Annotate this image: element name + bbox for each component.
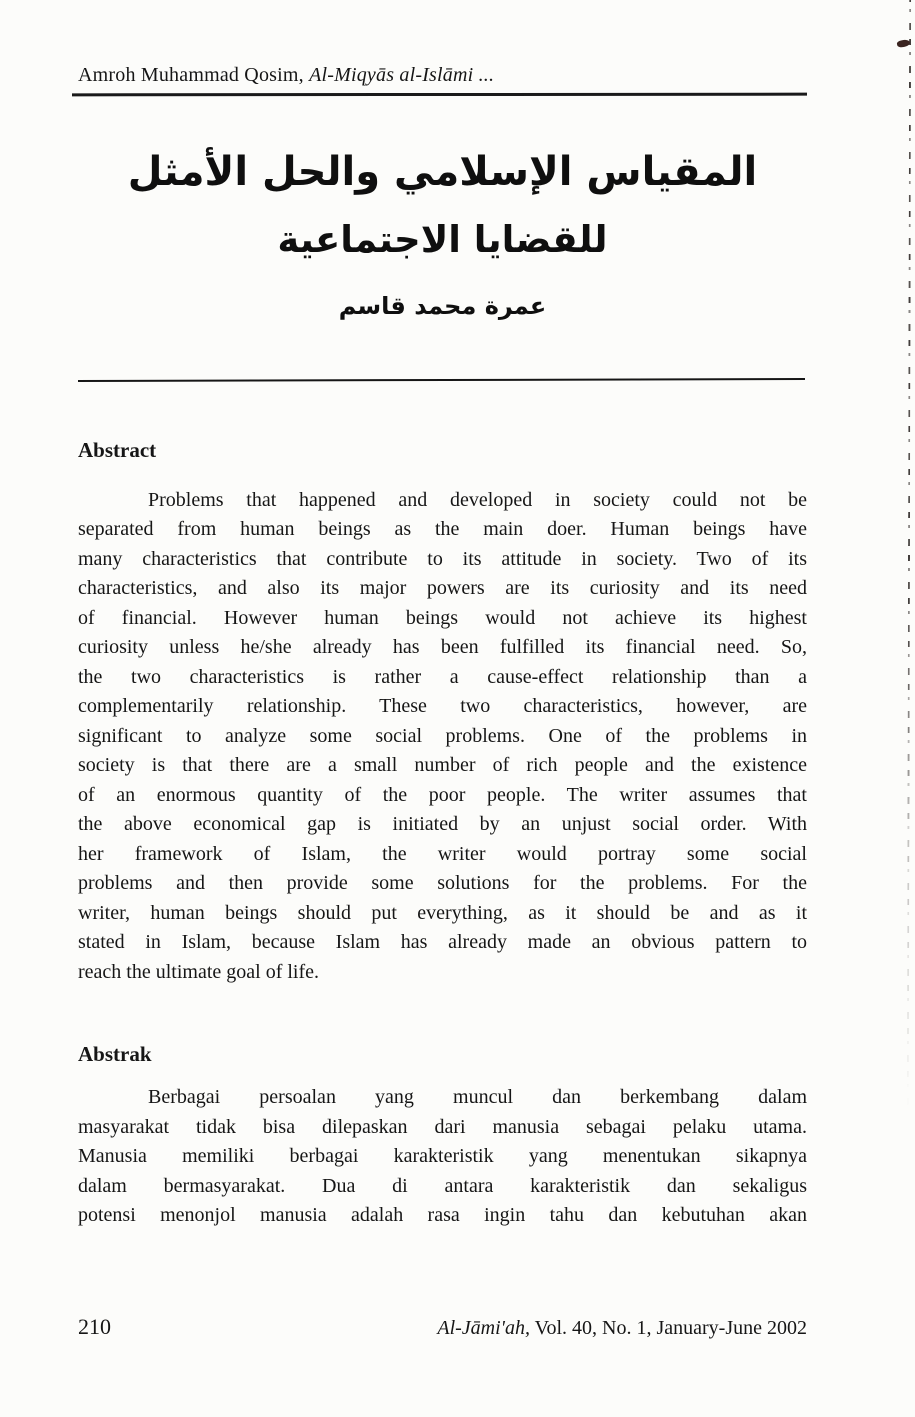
paragraph-line: stated in Islam, because Islam has already made an obvious pattern to [78, 931, 807, 953]
paragraph-line: masyarakat tidak bisa dilepaskan dari manusia sebagai pelaku utama. [78, 1115, 807, 1138]
paragraph-line: dalam bermasyarakat. Dua di antara karakteristik dan sekaligus [78, 1174, 807, 1197]
journal-issue-info: Vol. 40, No. 1, January-June 2002 [529, 1317, 807, 1339]
journal-citation [437, 1317, 807, 1340]
paragraph-line: Berbagai persoalan yang muncul dan berkembang dalam [148, 1086, 807, 1108]
page-number: 210 [78, 1314, 111, 1339]
page-footer [78, 1314, 807, 1340]
journal-title: Al-Jāmi'ah, [437, 1317, 530, 1339]
title-rule [78, 378, 805, 382]
paragraph-line: complementarily relationship. These two characteristics, however, are [78, 695, 807, 717]
paragraph-line: potensi menonjol manusia adalah rasa ingin tahu dan kebutuhan akan [78, 1204, 807, 1226]
abstract-paragraph [78, 486, 807, 988]
paragraph-line: problems and then provide some solutions for the problems. For the [78, 872, 807, 894]
paragraph-line: reach the ultimate goal of life. [78, 960, 320, 983]
paragraph-line: writer, human beings should put everything, as it should be and as it [78, 901, 807, 924]
paragraph-line: the above economical gap is initiated by an unjust social order. With [78, 813, 807, 835]
paragraph-line: of an enormous quantity of the poor people. The writer assumes that [78, 783, 807, 806]
paragraph-line: Problems that happened and developed in society could not be [148, 488, 807, 511]
paragraph-line: society is that there are a small number of rich people and the existence [78, 754, 807, 776]
arabic-title-line2: للقضايا الاجتماعية [277, 218, 608, 261]
running-header-author: Amroh Muhammad Qosim, [78, 64, 310, 86]
paragraph-line: her framework of Islam, the writer would portray some social [78, 842, 807, 865]
running-header [78, 0, 807, 88]
arabic-title-line1: المقياس الإسلامي والحل الأمثل [127, 149, 758, 195]
scan-edge-artifact [907, 0, 911, 1111]
paragraph-line: characteristics, and also its major powers are its curiosity and its need [78, 577, 807, 599]
paragraph-line: of financial. However human beings would not achieve its highest [78, 606, 807, 629]
paragraph-line: Manusia memiliki berbagai karakteristik yang menentukan sikapnya [78, 1145, 807, 1167]
abstrak-paragraph [78, 1083, 807, 1231]
arabic-author-name: عمرة محمد قاسم [338, 291, 547, 320]
header-rule [72, 93, 807, 97]
paragraph-line: many characteristics that contribute to its attitude in society. Two of its [78, 547, 807, 570]
abstract-heading: Abstract [78, 437, 157, 462]
abstrak-heading: Abstrak [78, 1042, 152, 1066]
paragraph-line: curiosity unless he/she already has been fulfilled its financial need. So, [78, 636, 807, 658]
paragraph-line: separated from human beings as the main doer. Human beings have [78, 518, 807, 540]
running-header-article-title: Al-Miqyās al-Islāmi ... [309, 64, 495, 86]
page-content [78, 0, 807, 1231]
paragraph-line: the two characteristics is rather a cause-effect relationship than a [78, 665, 807, 688]
paragraph-line: significant to analyze some social problems. One of the problems in [78, 724, 807, 747]
